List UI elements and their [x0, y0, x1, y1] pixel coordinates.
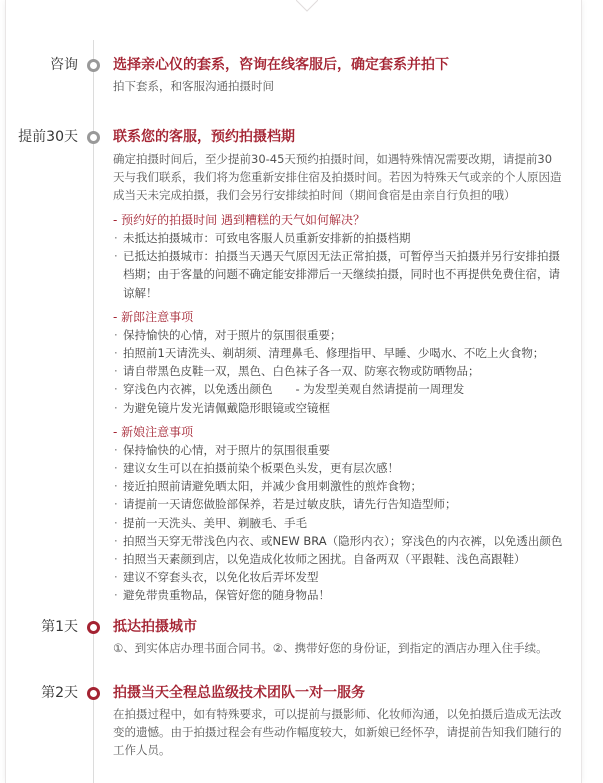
- timeline-dot: [87, 621, 100, 634]
- step-title: 联系您的客服，预约拍摄档期: [113, 129, 295, 145]
- list-item: · 未抵达拍摄城市：可致电客服人员重新安排新的拍摄档期: [113, 229, 563, 247]
- timeline-dot: [87, 687, 100, 700]
- list-item: · 避免带贵重物品，保管好您的随身物品！: [113, 586, 563, 604]
- list-item: · 已抵达拍摄城市：拍摄当天遇天气原因无法正常拍摄，可暂停当天拍摄并另行安排拍摄档期；由于客量的问题不确定能安排滞后一天继续拍摄，同时也不再提供免费住宿，请谅解！: [113, 247, 563, 302]
- step-title: 拍摄当天全程总监级技术团队一对一服务: [113, 685, 365, 701]
- list-item: · 保持愉快的心情，对于照片的氛围很重要；: [113, 326, 563, 344]
- list-item: · 请提前一天请您做脸部保养，若是过敏皮肤，请先行告知造型师；: [113, 495, 563, 513]
- step-body-wrap: [113, 150, 563, 605]
- list-item: · 拍照当天穿无带浅色内衣、或NEW BRA（隐形内衣）；穿浅色的内衣裤，以免透出颜色: [113, 532, 563, 550]
- list-item: · 保持愉快的心情，对于照片的氛围很重要: [113, 441, 563, 459]
- bride-list: [113, 441, 563, 605]
- timeline-dot: [87, 59, 100, 72]
- timeline-dot: [87, 131, 100, 144]
- step-label: 咨询: [50, 57, 78, 73]
- timeline-line: [93, 40, 94, 783]
- step-title: 选择亲心仪的套系，咨询在线客服后，确定套系并拍下: [113, 57, 449, 73]
- list-item: · 建议女生可以在拍摄前染个板栗色头发，更有层次感！: [113, 459, 563, 477]
- step-body: 在拍摄过程中，如有特殊要求，可以提前与摄影师、化妆师沟通，以免拍摄后造成无法改变的遗憾。由于拍摄过程会有些动作幅度较大，如新娘已经怀孕，请提前告知我们随行的工作人员。: [113, 707, 562, 757]
- list-item: · 建议不穿套头衣，以免化妆后弄坏发型: [113, 568, 563, 586]
- groom-list: [113, 326, 563, 417]
- list-item: · 提前一天洗头、美甲、剃腋毛、手毛: [113, 514, 563, 532]
- list-item: · 拍照当天素颜到店，以免造成化妆师之困扰。自备两双（平跟鞋、浅色高跟鞋）: [113, 550, 563, 568]
- step-body: 确定拍摄时间后，至少提前30-45天预约拍摄时间，如遇特殊情况需要改期，请提前30天与我们联系，我们将为您重新安排住宿及拍摄时间。若因为特殊天气或亲的个人原因造成当天未完成拍摄，我们会另行安排续拍时间（期间食宿是由亲自行负担的哦）: [113, 152, 562, 202]
- list-item: · 接近拍照前请避免晒太阳，并减少食用刺激性的煎炸食物；: [113, 477, 563, 495]
- step-label: 提前30天: [18, 129, 78, 145]
- list-item: · 穿浅色内衣裤，以免透出颜色 - 为发型美观自然请提前一周理发: [113, 380, 563, 398]
- step-body: ①、到实体店办理书面合同书。②、携带好您的身份证，到指定的酒店办理入住手续。: [113, 641, 548, 655]
- list-item: · 为避免镜片发光请佩戴隐形眼镜或空镜框: [113, 399, 563, 417]
- step-body: 拍下套系，和客服沟通拍摄时间: [113, 79, 274, 93]
- weather-list: [113, 229, 563, 302]
- list-item: · 拍照前1天请洗头、剃胡须、清理鼻毛、修理指甲、早睡、少喝水、不吃上火食物；: [113, 344, 563, 362]
- groom-subtitle: - 新郎注意事项: [113, 309, 194, 324]
- step-label: 第1天: [41, 619, 78, 635]
- bride-subtitle: - 新娘注意事项: [113, 424, 194, 439]
- weather-subtitle: - 预约好的拍摄时间 遇到糟糕的天气如何解决？: [113, 213, 365, 227]
- list-item: · 请自带黑色皮鞋一双，黑色、白色袜子各一双、防寒衣物或防晒物品；: [113, 362, 563, 380]
- step-title: 抵达拍摄城市: [113, 619, 197, 635]
- top-notch: [296, 0, 318, 12]
- step-label: 第2天: [41, 685, 78, 701]
